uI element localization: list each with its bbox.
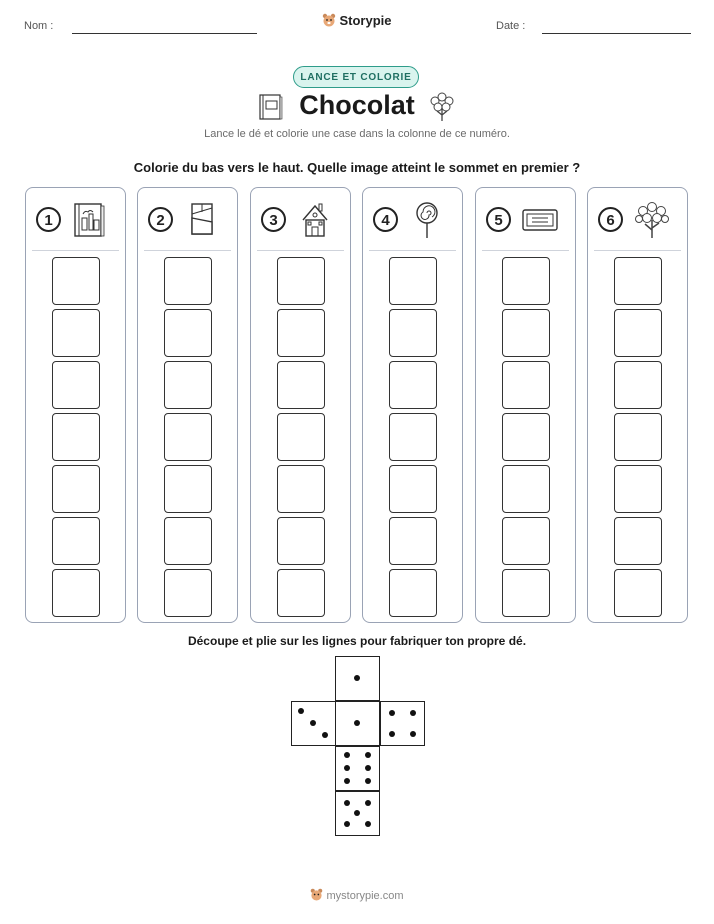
column-divider [369,250,456,251]
color-cell[interactable] [52,517,100,565]
column-number: 2 [148,207,173,232]
color-cell[interactable] [614,361,662,409]
color-cell[interactable] [164,517,212,565]
dice-face-6 [335,746,380,791]
column-number: 5 [486,207,511,232]
dice-pip [365,821,371,827]
bear-icon [322,13,336,30]
color-cell[interactable] [277,361,325,409]
color-cell[interactable] [389,465,437,513]
color-cell[interactable] [277,257,325,305]
color-cell[interactable] [502,569,550,617]
dice-pip [410,731,416,737]
dice-pip [344,765,350,771]
color-cell[interactable] [614,465,662,513]
dice-pip [344,821,350,827]
color-cell[interactable] [614,257,662,305]
color-cell[interactable] [389,361,437,409]
dice-pip [389,710,395,716]
column-number: 3 [261,207,286,232]
column-2 [137,187,238,623]
column-divider [594,250,681,251]
dice-pip [344,752,350,758]
date-line [542,33,691,34]
name-line [72,33,257,34]
page-title: Chocolat [299,90,415,120]
column-divider [32,250,119,251]
brand-logo [0,13,714,30]
color-cell[interactable] [52,465,100,513]
dice-pip [354,675,360,681]
column-4 [362,187,463,623]
color-cell[interactable] [52,257,100,305]
column-divider [144,250,231,251]
dice-pip [365,778,371,784]
candy-tree-icon [632,200,672,240]
candy-house-icon [295,200,335,240]
color-cell[interactable] [164,569,212,617]
color-cell[interactable] [164,413,212,461]
color-cell[interactable] [52,309,100,357]
brand-name: Storypie [339,13,392,28]
lollipop-icon [407,200,447,240]
color-cell[interactable] [502,361,550,409]
color-cell[interactable] [614,309,662,357]
dice-pip [365,765,371,771]
dice-face-4 [380,701,425,746]
candy-tree-icon [427,91,457,123]
column-number: 4 [373,207,398,232]
color-cell[interactable] [389,257,437,305]
color-cell[interactable] [502,257,550,305]
dice-pip [310,720,316,726]
dice-pip [354,810,360,816]
color-cell[interactable] [614,517,662,565]
dice-pip [410,710,416,716]
instruction: Colorie du bas vers le haut. Quelle image atteint le sommet en premier ? [133,160,581,175]
subtitle: Lance le dé et colorie une case dans la colonne de ce numéro. [204,128,510,140]
dice-pip [365,752,371,758]
bear-icon [310,888,323,904]
column-number: 1 [36,207,61,232]
column-number: 6 [598,207,623,232]
dice-pip [344,778,350,784]
color-cell[interactable] [502,413,550,461]
dice-pip [322,732,328,738]
golden-ticket-icon [520,200,560,240]
dice-pip [354,720,360,726]
color-cell[interactable] [389,569,437,617]
column-6 [587,187,688,623]
color-cell[interactable] [52,569,100,617]
dice-face-5 [335,791,380,836]
activity-badge: LANCE ET COLORIE [293,66,419,88]
color-cell[interactable] [389,413,437,461]
dice-face-1 [335,656,380,701]
column-1 [25,187,126,623]
dice-instruction: Découpe et plie sur les lignes pour fabriquer ton propre dé. [187,634,527,648]
color-cell[interactable] [52,413,100,461]
dice-pip [344,800,350,806]
color-cell[interactable] [502,465,550,513]
footer [0,888,714,904]
column-divider [482,250,569,251]
color-cell[interactable] [277,465,325,513]
color-cell[interactable] [277,413,325,461]
dice-pip [298,708,304,714]
color-cell[interactable] [277,569,325,617]
column-3 [250,187,351,623]
color-cell[interactable] [389,309,437,357]
color-cell[interactable] [502,309,550,357]
color-cell[interactable] [164,465,212,513]
name-label: Nom : [24,20,54,32]
color-cell[interactable] [614,569,662,617]
footer-url: mystorypie.com [326,889,404,902]
color-cell[interactable] [164,361,212,409]
color-cell[interactable] [277,517,325,565]
color-cell[interactable] [164,257,212,305]
color-cell[interactable] [614,413,662,461]
chocolate-book-icon [70,200,110,240]
dice-pip [389,731,395,737]
color-cell[interactable] [502,517,550,565]
color-cell[interactable] [389,517,437,565]
color-cell[interactable] [164,309,212,357]
color-cell[interactable] [277,309,325,357]
dice-face-1 [335,701,380,746]
chocolate-bar-icon [182,200,222,240]
dice-pip [365,800,371,806]
dice-face-3 [291,701,336,746]
column-5 [475,187,576,623]
color-cell[interactable] [52,361,100,409]
date-label: Date : [496,20,526,32]
column-divider [257,250,344,251]
